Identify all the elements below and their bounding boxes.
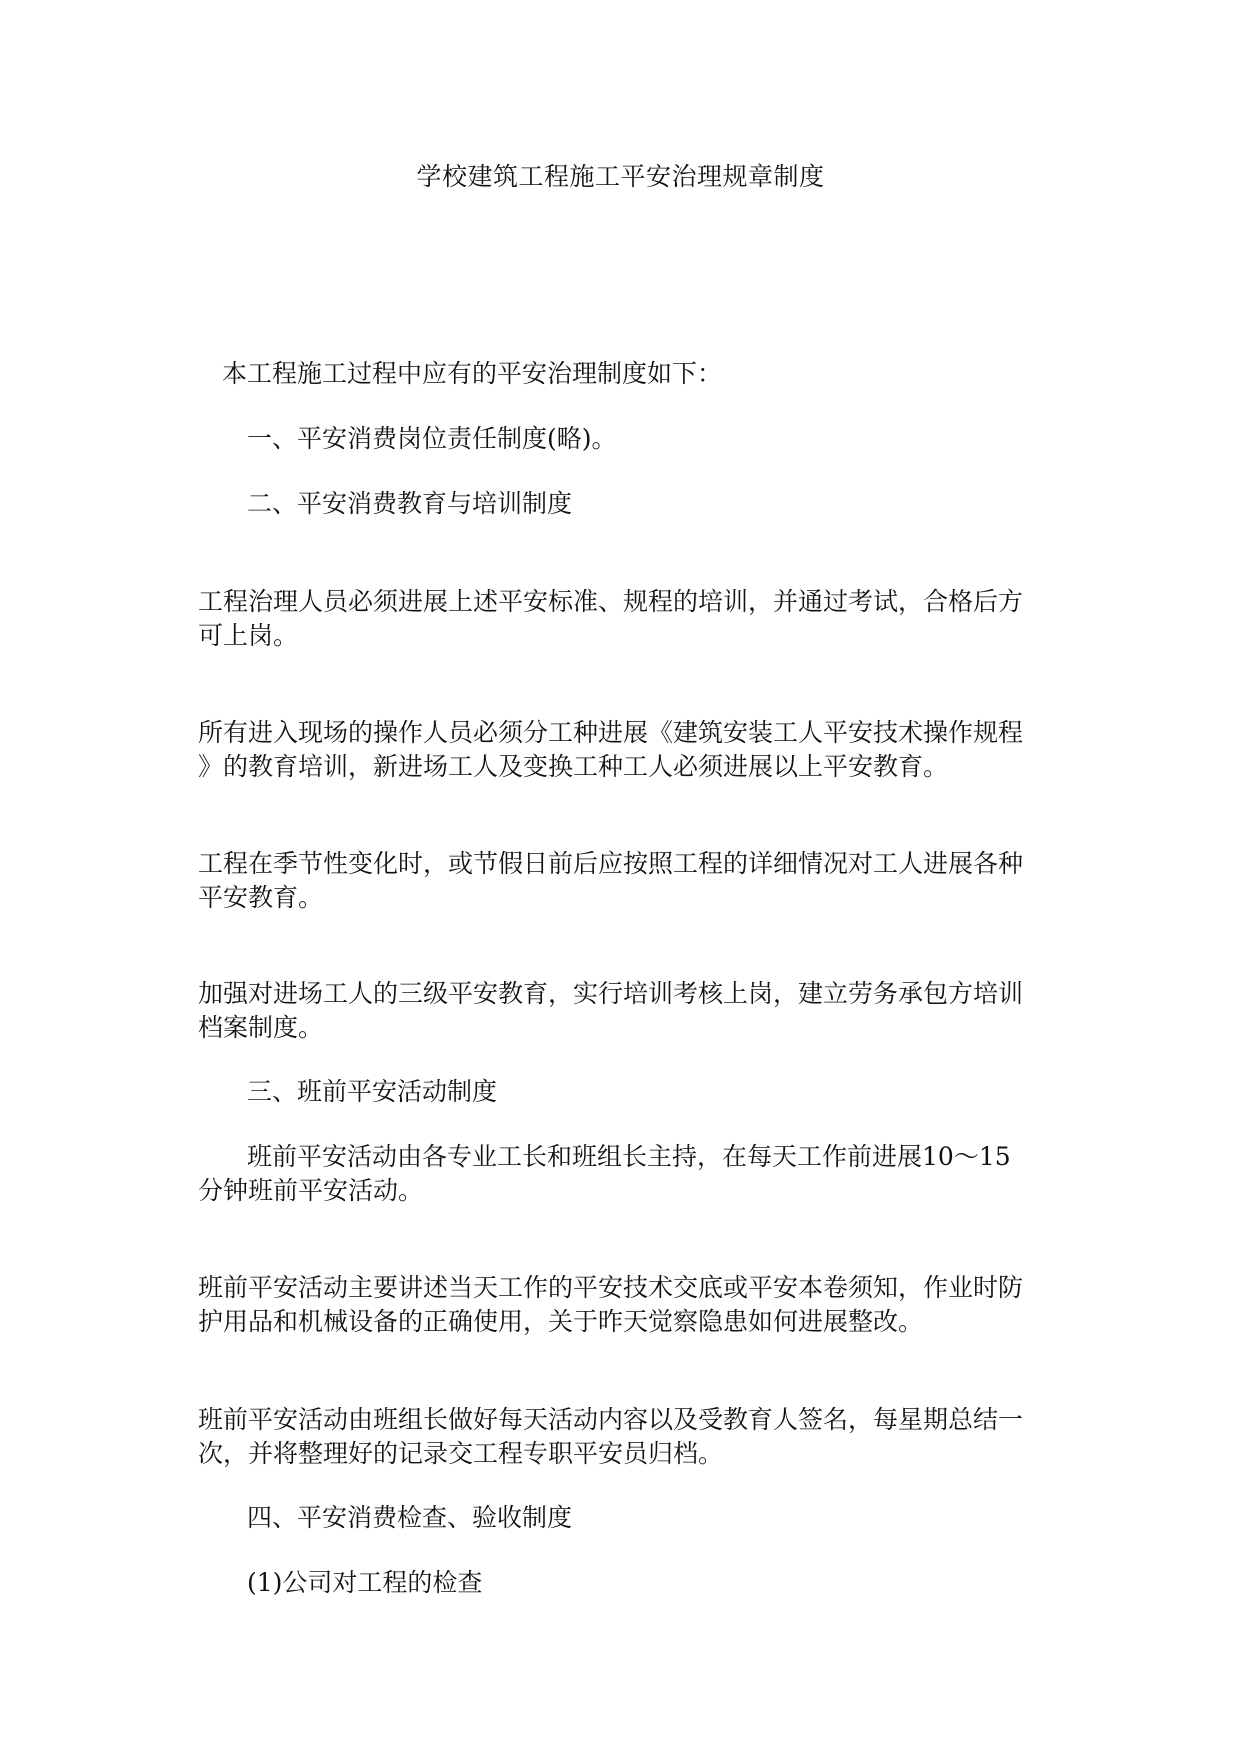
paragraph-line: 工程治理人员必须进展上述平安标准、规程的培训，并通过考试，合格后方 bbox=[198, 587, 1024, 616]
paragraph-line: 可上岗。 bbox=[198, 621, 299, 650]
section-heading-3 bbox=[247, 1075, 497, 1109]
paragraph-line: 分钟班前平安活动。 bbox=[198, 1176, 424, 1205]
section-heading-2 bbox=[247, 487, 572, 521]
subsection-heading bbox=[247, 1566, 482, 1600]
body-paragraph bbox=[198, 1403, 1038, 1471]
paragraph-line: (1)公司对工程的检查 bbox=[247, 1568, 483, 1597]
section-heading-4 bbox=[247, 1501, 572, 1535]
paragraph-line: 》的教育培训，新进场工人及变换工种工人必须进展以上平安教育。 bbox=[198, 752, 949, 781]
paragraph-line: 班前平安活动由各专业工长和班组长主持，在每天工作前进展10～15 bbox=[247, 1142, 1011, 1171]
intro-paragraph bbox=[222, 357, 722, 391]
paragraph-line: 工程在季节性变化时，或节假日前后应按照工程的详细情况对工人进展各种 bbox=[198, 849, 1024, 878]
paragraph-line: 一、平安消费岗位责任制度(略)。 bbox=[247, 424, 617, 453]
paragraph-line: 次，并将整理好的记录交工程专职平安员归档。 bbox=[198, 1439, 724, 1468]
section-heading-1 bbox=[247, 422, 617, 456]
paragraph-line: 本工程施工过程中应有的平安治理制度如下： bbox=[222, 359, 723, 388]
body-paragraph bbox=[198, 977, 1038, 1045]
body-paragraph bbox=[198, 1140, 1038, 1208]
paragraph-line: 班前平安活动主要讲述当天工作的平安技术交底或平安本卷须知，作业时防 bbox=[198, 1273, 1024, 1302]
paragraph-line: 平安教育。 bbox=[198, 883, 324, 912]
paragraph-line: 档案制度。 bbox=[198, 1013, 324, 1042]
paragraph-line: 班前平安活动由班组长做好每天活动内容以及受教育人签名，每星期总结一 bbox=[198, 1405, 1024, 1434]
body-paragraph bbox=[198, 585, 1038, 653]
document-title: 学校建筑工程施工平安治理规章制度 bbox=[416, 162, 825, 191]
paragraph-line: 三、班前平安活动制度 bbox=[247, 1077, 498, 1106]
paragraph-line: 加强对进场工人的三级平安教育，实行培训考核上岗，建立劳务承包方培训 bbox=[198, 979, 1024, 1008]
body-paragraph bbox=[198, 847, 1038, 915]
body-paragraph bbox=[198, 1271, 1038, 1339]
paragraph-line: 二、平安消费教育与培训制度 bbox=[247, 489, 573, 518]
paragraph-line: 四、平安消费检查、验收制度 bbox=[247, 1503, 573, 1532]
paragraph-line: 所有进入现场的操作人员必须分工种进展《建筑安装工人平安技术操作规程 bbox=[198, 718, 1024, 747]
paragraph-line: 护用品和机械设备的正确使用，关于昨天觉察隐患如何进展整改。 bbox=[198, 1307, 924, 1336]
body-paragraph bbox=[198, 716, 1038, 784]
